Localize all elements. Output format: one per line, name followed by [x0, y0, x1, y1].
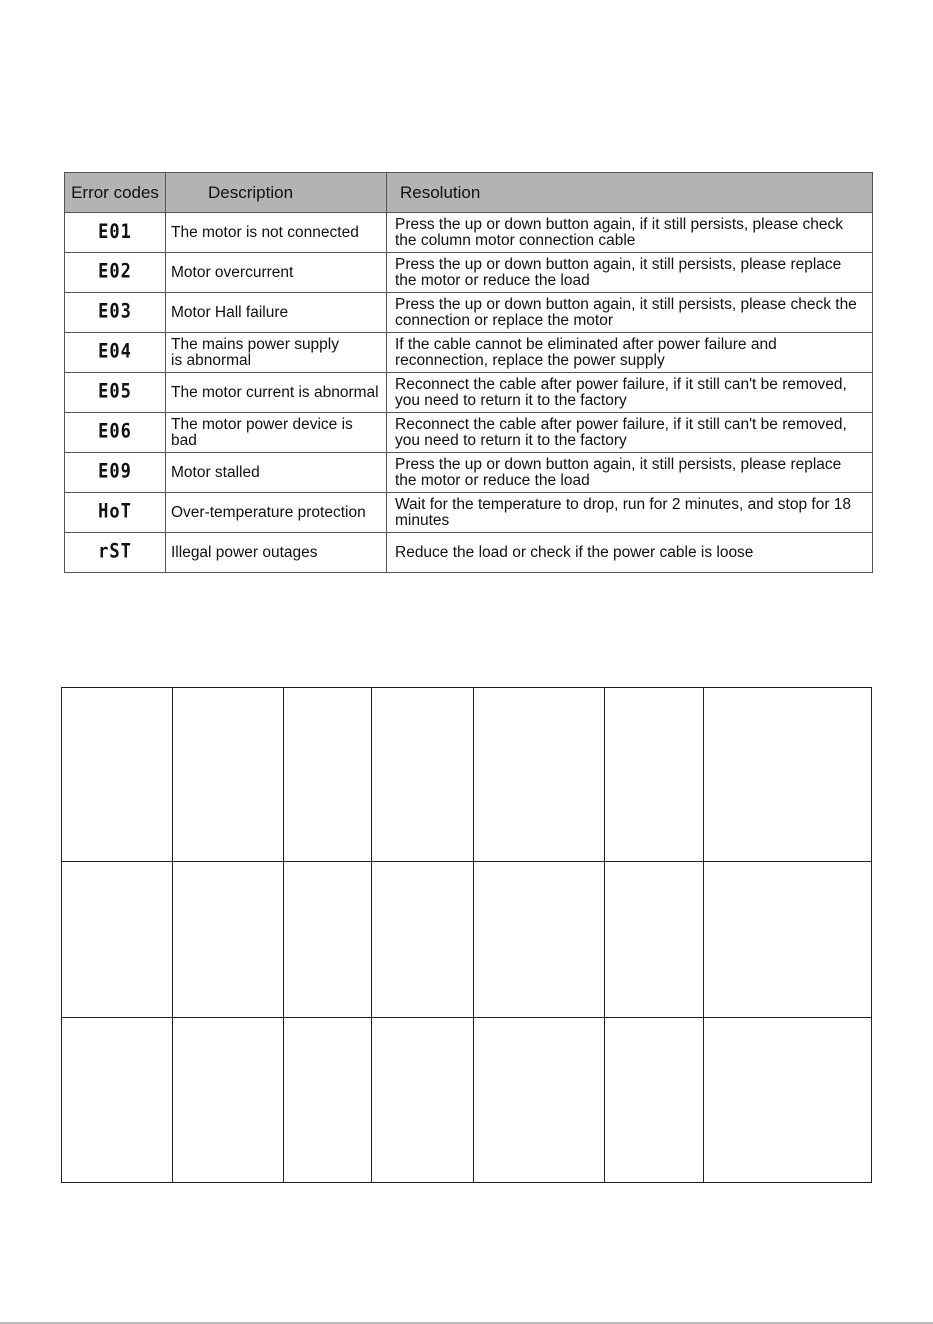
grid-cell	[372, 862, 474, 1018]
resolution-cell: Reconnect the cable after power failure, if it still can't be removed, you need to return it to the factory	[387, 373, 873, 413]
error-code-display: E06	[98, 420, 132, 444]
resolution-cell: If the cable cannot be eliminated after power failure and reconnection, replace the power supply	[387, 333, 873, 373]
error-code-cell	[65, 333, 166, 373]
description-cell: Motor Hall failure	[166, 293, 387, 333]
error-code-cell	[65, 413, 166, 453]
table-row	[65, 253, 873, 293]
error-code-cell	[65, 373, 166, 413]
error-code-cell	[65, 533, 166, 573]
table-row	[65, 373, 873, 413]
grid-cell	[605, 688, 704, 862]
error-codes-table	[64, 172, 873, 573]
error-code-cell	[65, 453, 166, 493]
description-cell: The motor current is abnormal	[166, 373, 387, 413]
resolution-cell: Reconnect the cable after power failure, if it still can't be removed, you need to return it to the factory	[387, 413, 873, 453]
table-row	[65, 333, 873, 373]
grid-cell	[284, 1018, 372, 1183]
grid-row	[62, 688, 872, 862]
error-code-cell	[65, 213, 166, 253]
grid-cell	[173, 862, 284, 1018]
table-row	[65, 213, 873, 253]
grid-cell	[62, 1018, 173, 1183]
table-row	[65, 293, 873, 333]
error-code-display: E05	[98, 380, 132, 404]
header-error-codes: Error codes	[65, 173, 166, 213]
error-code-cell	[65, 293, 166, 333]
grid-cell	[62, 862, 173, 1018]
grid-cell	[284, 862, 372, 1018]
grid-cell	[372, 1018, 474, 1183]
grid-cell	[704, 688, 872, 862]
error-code-display: E01	[98, 220, 132, 244]
resolution-cell: Press the up or down button again, it still persists, please replace the motor or reduce the load	[387, 253, 873, 293]
description-cell: Illegal power outages	[166, 533, 387, 573]
resolution-cell: Press the up or down button again, if it still persists, please check the column motor connection cable	[387, 213, 873, 253]
grid-row	[62, 862, 872, 1018]
grid-cell	[605, 1018, 704, 1183]
error-code-cell	[65, 493, 166, 533]
description-cell: The mains power supply is abnormal	[166, 333, 387, 373]
grid-cell	[173, 688, 284, 862]
grid-cell	[372, 688, 474, 862]
description-cell: The motor is not connected	[166, 213, 387, 253]
resolution-cell: Press the up or down button again, it still persists, please check the connection or replace the motor	[387, 293, 873, 333]
grid-cell	[62, 688, 173, 862]
error-code-display: E04	[98, 340, 132, 364]
resolution-cell: Press the up or down button again, it still persists, please replace the motor or reduce the load	[387, 453, 873, 493]
grid-cell	[284, 688, 372, 862]
grid-row	[62, 1018, 872, 1183]
empty-grid-table	[61, 687, 872, 1183]
error-code-display: E09	[98, 460, 132, 484]
description-cell: Over-temperature protection	[166, 493, 387, 533]
grid-cell	[474, 862, 605, 1018]
table-row	[65, 413, 873, 453]
grid-cell	[605, 862, 704, 1018]
resolution-cell: Wait for the temperature to drop, run for 2 minutes, and stop for 18 minutes	[387, 493, 873, 533]
error-code-display: HoT	[98, 500, 132, 524]
table-row	[65, 533, 873, 573]
description-cell: The motor power device is bad	[166, 413, 387, 453]
table-header-row	[65, 173, 873, 213]
error-code-display: E03	[98, 300, 132, 324]
description-cell: Motor stalled	[166, 453, 387, 493]
table-row	[65, 493, 873, 533]
error-code-display: rST	[98, 540, 132, 564]
header-resolution: Resolution	[387, 173, 873, 213]
grid-cell	[474, 1018, 605, 1183]
table-row	[65, 453, 873, 493]
grid-cell	[474, 688, 605, 862]
header-description: Description	[166, 173, 387, 213]
grid-cell	[173, 1018, 284, 1183]
error-code-cell	[65, 253, 166, 293]
resolution-cell: Reduce the load or check if the power cable is loose	[387, 533, 873, 573]
grid-cell	[704, 862, 872, 1018]
grid-cell	[704, 1018, 872, 1183]
error-code-display: E02	[98, 260, 132, 284]
description-cell: Motor overcurrent	[166, 253, 387, 293]
